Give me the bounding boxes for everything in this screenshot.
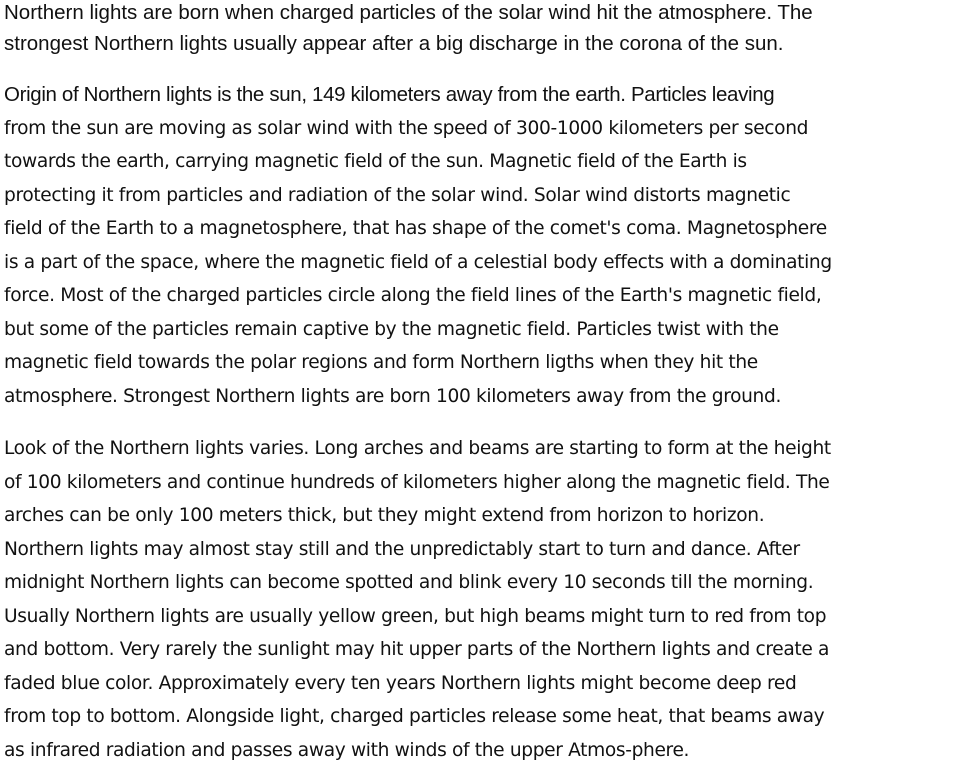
text-line: towards the earth, carrying magnetic field of the sun. Magnetic field of the Earth is <box>4 151 747 172</box>
text-line: from top to bottom. Alongside light, charged particles release some heat, that beams away <box>4 706 825 727</box>
text-line: faded blue color. Approximately every ten years Northern lights might become deep red <box>4 672 797 694</box>
text-line: is a part of the space, where the magnetic field of a celestial body effects with a dominating <box>4 251 832 273</box>
text-line: of 100 kilometers and continue hundreds of kilometers higher along the magnetic field. The <box>4 471 830 493</box>
text-line: Look of the Northern lights varies. Long arches and beams are starting to form at the height <box>4 438 831 459</box>
text-line: arches can be only 100 meters thick, but they might extend from horizon to horizon. <box>4 505 765 526</box>
text-line: from the sun are moving as solar wind with the speed of 300-1000 kilometers per second <box>4 117 809 139</box>
text-line: atmosphere. Strongest Northern lights are born 100 kilometers away from the ground. <box>4 385 781 407</box>
text-line: Northern lights are born when charged particles of the solar wind hit the atmosphere. The <box>4 1 813 24</box>
text-line: Origin of Northern lights is the sun, 149 kilometers away from the earth. Particles leaving <box>4 83 775 106</box>
text-line: but some of the particles remain captive by the magnetic field. Particles twist with the <box>4 318 779 340</box>
text-line: field of the Earth to a magnetosphere, that has shape of the comet's coma. Magnetosphere <box>4 218 827 239</box>
text-line: strongest Northern lights usually appear after a big discharge in the corona of the sun. <box>4 32 784 55</box>
text-line: magnetic field towards the polar regions and form Northern ligths when they hit the <box>4 352 758 373</box>
paragraph-look <box>4 432 831 767</box>
paragraph-origin <box>4 78 832 413</box>
text-line: Northern lights may almost stay still and the unpredictably start to turn and dance. After <box>4 538 800 560</box>
text-line: and bottom. Very rarely the sunlight may hit upper parts of the Northern lights and create a <box>4 639 830 660</box>
text-line: midnight Northern lights can become spotted and blink every 10 seconds till the morning. <box>4 572 814 593</box>
text-line: Usually Northern lights are usually yellow green, but high beams might turn to red from top <box>4 605 827 627</box>
text-line: protecting it from particles and radiation of the solar wind. Solar wind distorts magnetic <box>4 184 791 206</box>
paragraph-intro <box>4 0 813 59</box>
text-line: force. Most of the charged particles circle along the field lines of the Earth's magnetic field, <box>4 285 822 306</box>
text-line: as infrared radiation and passes away with winds of the upper Atmos-phere. <box>4 739 690 761</box>
